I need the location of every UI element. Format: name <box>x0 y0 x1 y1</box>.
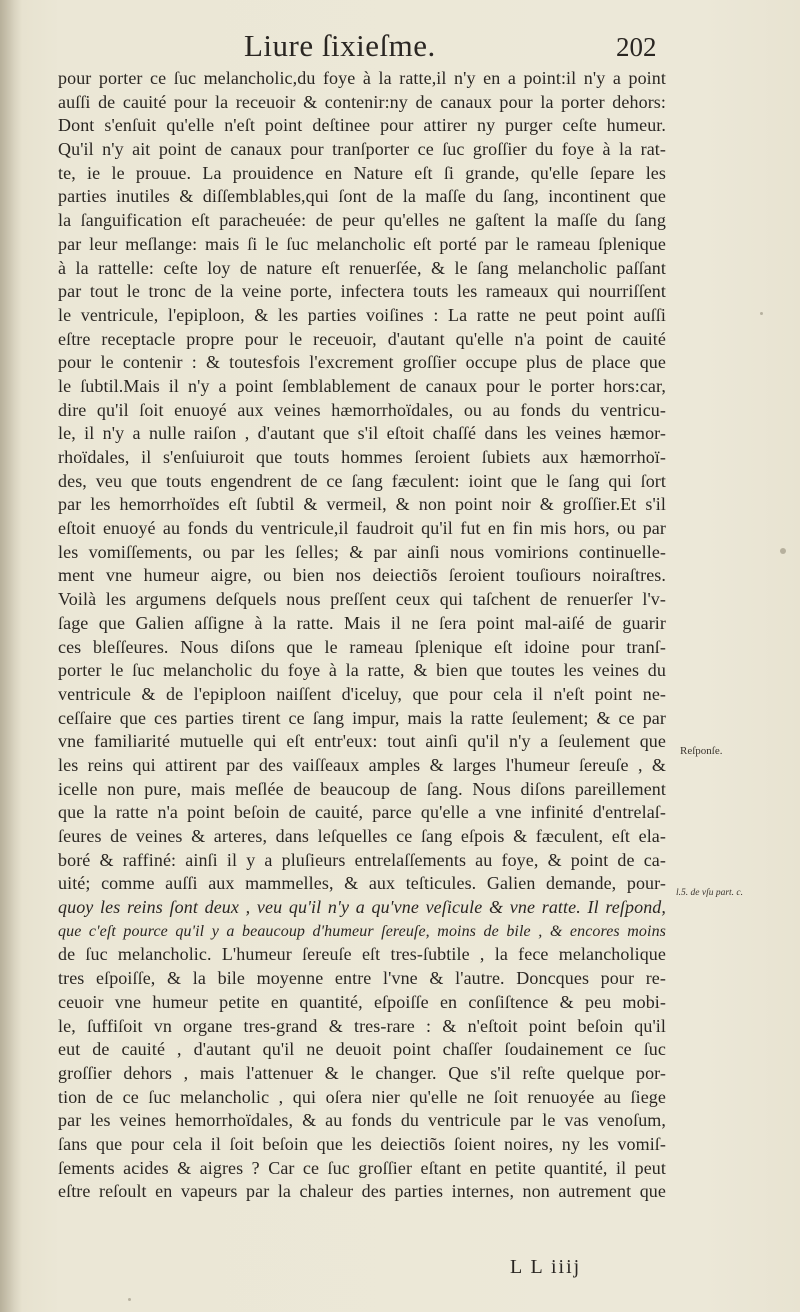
text-line: les reins qui attirent par des vaiſſeaux amples & larges l'humeur ſereuſe , & <box>58 754 666 775</box>
text-line: rhoïdales, il s'enſuiuroit que touts hommes ſeroient ſubiets aux hæmorrhoï- <box>58 447 666 467</box>
text-line: à la rattelle: ceſte loy de nature eſt renuerſée, & le ſang melancholic paſſant <box>58 257 666 278</box>
text-line: ſements acides & aigres ? Car ce ſuc groſſier eſtant en petite quantité, il peut <box>58 1157 666 1178</box>
text-line: ces bleſſeures. Nous diſons que le rameau ſplenique eſt idoine pour tranſ- <box>58 636 666 657</box>
text-line: eut de cauité , d'autant qu'il ne deuoit point chaſſer ſoudainement ce ſuc <box>58 1039 666 1060</box>
text-line: le ventricule, l'epiploon, & les parties voiſines : La ratte ne peut point auſſi <box>58 304 666 325</box>
text-line: boré & raffiné: ainſi il y a pluſieurs entrelaſſements au foye, & point de ca- <box>58 849 666 870</box>
gutter-shadow <box>0 0 22 1312</box>
text-line: icelle non pure, mais meſlée de beaucoup de ſang. Nous diſons pareillement <box>58 778 666 799</box>
text-line: eſtre receptacle propre pour le receuoir, d'autant qu'elle n'a point de cauité <box>58 328 666 349</box>
text-line: ventricule & de l'epiploon naiſſent d'iceluy, que pour cela il n'eſt point ne- <box>58 683 666 704</box>
text-line: la ſanguification eſt paracheuée: de peur qu'elles ne gaſtent la maſſe du ſang <box>58 210 666 231</box>
text-line-italic: quoy les reins ſont deux , veu qu'il n'y a qu'vne veſicule & vne ratte. Il reſpond, <box>58 897 666 918</box>
text-line: ment vne humeur aigre, ou bien nos deiectiõs ſeroient touſiours noiraſtres. <box>58 565 666 586</box>
text-line: uité; comme auſſi aux mammelles, & aux teſticules. Galien demande, pour- <box>58 873 666 894</box>
text-line: te, ie le prouue. La prouidence en Nature eſt ſi grande, qu'elle ſepare les <box>58 162 666 183</box>
text-line: dire qu'il ſoit enuoyé aux veines hæmorrhoïdales, ou au fonds du ventricu- <box>58 399 666 420</box>
signature-mark: L L iiij <box>510 1256 582 1278</box>
text-line: ſage que Galien aſſigne à la ratte. Mais il ne ſera point mal-aiſé de guarir <box>58 612 666 633</box>
text-line: ſans que pour cela il ſoit beſoin que les deiectiõs ſoient noires, ny les vomiſ- <box>58 1133 666 1154</box>
marginal-note-citation: l.5. de vſu part. c. <box>676 888 744 898</box>
text-line: par leur meſlange: mais ſi le ſuc melancholic eſt porté par le rameau ſplenique <box>58 233 666 254</box>
text-line: ceſſaire que ces parties tirent ce ſang impur, mais la ratte ſeulement; & ce par <box>58 707 666 728</box>
text-line: ceuoir vne humeur petite en quantité, eſpoiſſe en conſiſtence & peu mobi- <box>58 991 666 1012</box>
paper-speck <box>760 312 763 315</box>
text-line: de ſuc melancholic. L'humeur ſereuſe eſt tres-ſubtile , la fece melancholique <box>58 944 666 965</box>
text-line: pour le contenir : & toutesfois l'excrement groſſier occupe plus de place que <box>58 352 666 373</box>
text-line: le ſubtil.Mais il n'y a point ſemblablement de canaux pour le porter hors:car, <box>58 375 666 396</box>
text-line: le, il n'y a nulle raiſon , d'autant que s'il eſtoit chaſſé dans les veines hæmor- <box>58 423 666 444</box>
text-line-italic: que c'eſt pource qu'il y a beaucoup d'humeur ſereuſe, moins de bile , & encores moins <box>58 922 666 940</box>
text-line: eſtre reſoult en vapeurs par la chaleur des parties internes, non autrement que <box>58 1181 666 1202</box>
paper-speck <box>128 1298 131 1301</box>
page-header <box>0 28 800 68</box>
text-line: par tout le tronc de la veine porte, infectera touts les rameaux qui nourriſſent <box>58 281 666 302</box>
paper-speck <box>780 548 786 554</box>
page-number: 202 <box>616 32 657 62</box>
text-line: les vomiſſements, ou par les ſelles; & par ainſi nous vomirions continuelle- <box>58 541 666 562</box>
marginal-note-response: Reſponſe. <box>680 745 723 757</box>
text-line: vne familiarité mutuelle qui eſt entr'eux: tout ainſi qu'il n'y a ſeulement que <box>58 731 666 752</box>
text-line: Dont s'enſuit qu'elle n'eſt point deſtinee pour attirer ny purger ceſte humeur. <box>58 115 666 136</box>
running-head: Liure ſixieſme. <box>244 28 436 63</box>
text-line: que la ratte n'a point beſoin de cauité, parce qu'elle a vne infinité d'entrelaſ- <box>58 802 666 823</box>
text-line: tres eſpoiſſe, & la bile moyenne entre l'vne & l'autre. Doncques pour re- <box>58 968 666 989</box>
text-line: pour porter ce ſuc melancholic,du foye à la ratte,il n'y en a point:il n'y a point <box>58 68 666 88</box>
text-line: parties inutiles & diſſemblables,qui ſont de la maſſe du ſang, incontinent que <box>58 186 666 207</box>
text-line: tion de ce ſuc melancholic , qui oſera nier qu'elle ne ſoit renuoyée au ſiege <box>58 1086 666 1107</box>
text-line: des, veu que touts engendrent de ce ſang fæculent: ioint que le ſang qui ſort <box>58 470 666 491</box>
text-line: eſtoit enuoyé au fonds du ventricule,il faudroit qu'il fut en fin mis hors, ou par <box>58 518 666 539</box>
text-line: porter le ſuc melancholic du foye à la ratte, & bien que toutes les veines du <box>58 660 666 681</box>
text-line: auſſi de cauité pour la receuoir & contenir:ny de canaux pour la porter dehors: <box>58 91 666 112</box>
text-line: ſeures de veines & arteres, dans leſquelles ce ſang eſpois & fæculent, eſt ela- <box>58 826 666 846</box>
text-line: Voilà les argumens deſquels nous preſſent ceux qui taſchent de renuerſer l'v- <box>58 589 666 610</box>
text-line: groſſier dehors , mais l'attenuer & le changer. Que s'il reſte quelque por- <box>58 1062 666 1083</box>
text-line: par les veines hemorrhoïdales, & au fonds du ventricule par le vas venoſum, <box>58 1110 666 1131</box>
text-line: par les hemorrhoïdes eſt ſubtil & vermeil, & non point noir & groſſier.Et s'il <box>58 494 666 515</box>
body-text <box>58 67 666 1204</box>
text-line: le, ſuffiſoit vn organe tres-grand & tres-rare : & n'eſtoit point beſoin qu'il <box>58 1015 666 1036</box>
text-line: Qu'il n'y ait point de canaux pour tranſporter ce ſuc groſſier du foye à la rat- <box>58 139 666 160</box>
